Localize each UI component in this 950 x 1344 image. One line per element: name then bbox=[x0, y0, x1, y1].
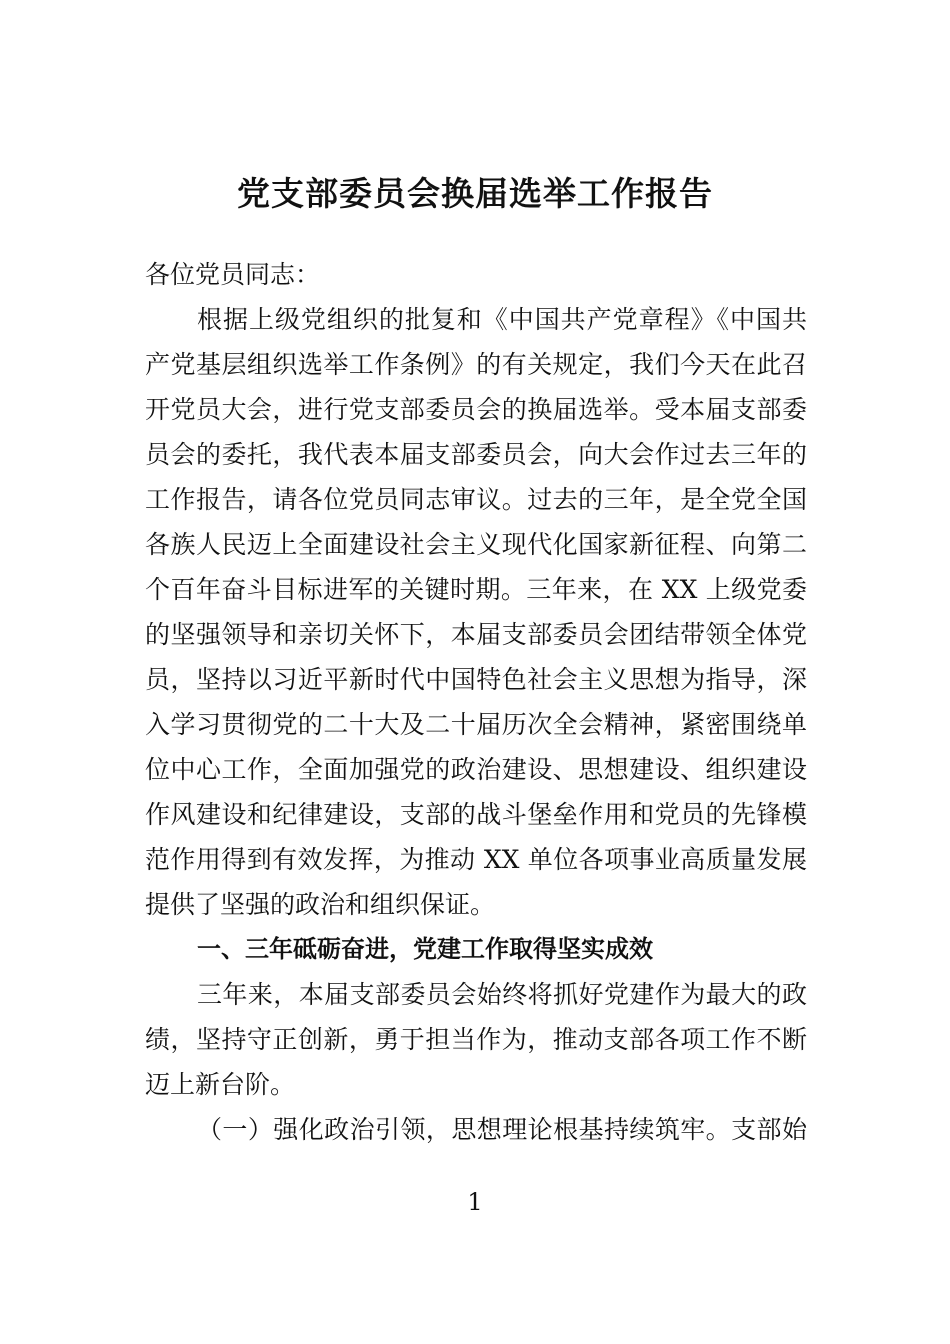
text-line: 员，坚持以习近平新时代中国特色社会主义思想为指导，深 bbox=[145, 665, 807, 694]
page-number: 1 bbox=[467, 1188, 483, 1216]
text-line: 开党员大会，进行党支部委员会的换届选举。受本届支部委 bbox=[145, 395, 807, 424]
text-line: 员会的委托，我代表本届支部委员会，向大会作过去三年的 bbox=[145, 440, 807, 469]
document-body bbox=[145, 252, 807, 1152]
text-line: 作风建设和纪律建设，支部的战斗堡垒作用和党员的先锋模 bbox=[145, 800, 807, 829]
text-line: 根据上级党组织的批复和《中国共产党章程》《中国共 bbox=[197, 305, 807, 334]
text-line: 绩，坚持守正创新，勇于担当作为，推动支部各项工作不断 bbox=[145, 1025, 807, 1054]
paragraph-3 bbox=[145, 1107, 807, 1152]
text-line: 位中心工作，全面加强党的政治建设、思想建设、组织建设 bbox=[145, 755, 807, 784]
section-heading: 一、三年砥砺奋进，党建工作取得坚实成效 bbox=[197, 935, 653, 963]
text-line: 提供了坚强的政治和组织保证。 bbox=[145, 890, 496, 919]
salutation: 各位党员同志： bbox=[145, 260, 321, 289]
text-line: 入学习贯彻党的二十大及二十届历次全会精神，紧密围绕单 bbox=[145, 710, 807, 739]
text-line: 各族人民迈上全面建设社会主义现代化国家新征程、向第二 bbox=[145, 530, 807, 559]
text-line: 范作用得到有效发挥，为推动 XX 单位各项事业高质量发展 bbox=[145, 845, 807, 874]
text-line: （一）强化政治引领，思想理论根基持续筑牢。支部始 bbox=[197, 1115, 807, 1144]
paragraph-2 bbox=[145, 972, 807, 1107]
text-line: 迈上新台阶。 bbox=[145, 1070, 296, 1099]
text-line: 三年来，本届支部委员会始终将抓好党建作为最大的政 bbox=[197, 980, 807, 1009]
text-line: 个百年奋斗目标进军的关键时期。三年来，在 XX 上级党委 bbox=[145, 575, 807, 604]
text-line: 的坚强领导和亲切关怀下，本届支部委员会团结带领全体党 bbox=[145, 620, 807, 649]
document-title: 党支部委员会换届选举工作报告 bbox=[237, 174, 713, 213]
paragraph-1 bbox=[145, 297, 807, 927]
text-line: 产党基层组织选举工作条例》的有关规定，我们今天在此召 bbox=[145, 350, 807, 379]
text-line: 工作报告，请各位党员同志审议。过去的三年，是全党全国 bbox=[145, 485, 807, 514]
